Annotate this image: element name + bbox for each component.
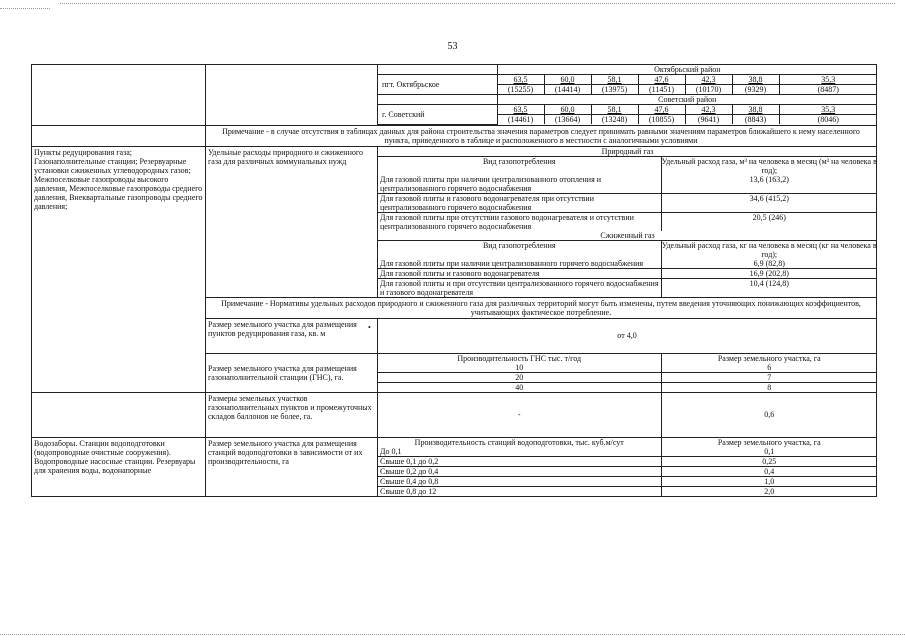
gns-capacity: 40 bbox=[378, 382, 661, 392]
settlement-value: 58,1 bbox=[591, 105, 638, 115]
gas-fill-points-table bbox=[378, 393, 877, 437]
gns-capacity: 20 bbox=[378, 372, 661, 382]
gas-consumption-indicator: Удельные расходы природного и сжиженного газа для различных коммунальных нужд bbox=[206, 146, 378, 297]
water-capacity: Свыше 0,8 до 12 bbox=[378, 486, 661, 496]
region-header-row bbox=[378, 95, 877, 105]
liquefied-gas-row bbox=[378, 268, 877, 278]
region-title: Октябрьский район bbox=[497, 65, 877, 75]
settlement-values-row bbox=[378, 75, 877, 85]
liquefied-gas-row bbox=[378, 259, 877, 269]
settlements-note-empty bbox=[32, 125, 206, 146]
settlement-value-paren: (13248) bbox=[591, 115, 638, 125]
settlement-value-paren: (8046) bbox=[779, 115, 877, 125]
natural-gas-value: 34,6 (415,2) bbox=[661, 193, 877, 212]
gns-col-area: Размер земельного участка, га bbox=[661, 354, 877, 363]
natural-gas-row bbox=[378, 175, 877, 194]
gns-values-cell bbox=[378, 353, 877, 392]
settlements-indicator-cell bbox=[206, 65, 378, 126]
water-row bbox=[378, 476, 877, 486]
region-blank bbox=[378, 95, 497, 105]
settlement-value: 42,3 bbox=[685, 105, 732, 115]
natural-gas-col-rate: Удельный расход газа, м³ на человека в месяц (м³ на человека в год); bbox=[661, 156, 877, 175]
region-header-row bbox=[378, 65, 877, 75]
settlement-value: 35,3 bbox=[779, 105, 877, 115]
natural-gas-title: Природный газ bbox=[378, 147, 877, 157]
water-objects-list: Водозаборы. Станции водоподготовки (водопроводные очистные сооружения). Водопроводные насосные станции. Резервуары для хранения воды, водонапорные bbox=[32, 437, 206, 496]
settlement-value: 47,6 bbox=[638, 105, 685, 115]
scan-edge-top-left bbox=[0, 8, 50, 9]
water-row bbox=[378, 466, 877, 476]
natural-gas-label: Для газовой плиты при наличии централизованного отопления и централизованного горячего водоснабжения bbox=[378, 175, 661, 194]
water-capacity: Свыше 0,1 до 0,2 bbox=[378, 456, 661, 466]
gas-objects-list: Пункты редуцирования газа; Газонаполнительные станции; Резервуарные установки сжиженных углеводородных газов; Межпоселковые газопроводы высокого давления, Межпоселковые газопроводы среднего давления, Внеквартальные газопроводы среднего давления; bbox=[32, 146, 206, 392]
liquefied-gas-title: Сжиженный газ bbox=[378, 231, 877, 241]
natural-gas-row bbox=[378, 193, 877, 212]
water-row bbox=[32, 437, 877, 496]
gas-fill-points-label: Размеры земельных участков газонаполнительных пунктов и промежуточных складов баллонов не более, га. bbox=[206, 392, 378, 437]
gns-col-capacity: Производительность ГНС тыс. т/год bbox=[378, 354, 661, 363]
water-row bbox=[378, 456, 877, 466]
page-number: 53 bbox=[447, 41, 458, 52]
liquefied-gas-row bbox=[378, 278, 877, 297]
water-capacity: До 0,1 bbox=[378, 447, 661, 457]
settlement-value-paren: (15255) bbox=[497, 85, 544, 95]
water-values-cell bbox=[378, 437, 877, 496]
gas-fill-points-row bbox=[32, 392, 877, 437]
natural-gas-value: 13,6 (163,2) bbox=[661, 175, 877, 194]
settlement-value-paren: (9641) bbox=[685, 115, 732, 125]
settlement-value-paren: (14461) bbox=[497, 115, 544, 125]
natural-gas-row bbox=[378, 212, 877, 231]
gns-area: 6 bbox=[661, 363, 877, 373]
gns-area: 7 bbox=[661, 372, 877, 382]
water-row bbox=[378, 447, 877, 457]
water-row bbox=[378, 486, 877, 496]
gas-fill-points-left: - bbox=[378, 393, 661, 437]
settlement-name: г. Советский bbox=[378, 105, 497, 125]
natural-gas-col-type: Вид газопотребления bbox=[378, 156, 661, 175]
settlement-name: пгт. Октябрьское bbox=[378, 75, 497, 95]
scan-speck: • bbox=[368, 323, 371, 332]
gas-consumption-values-cell bbox=[378, 146, 877, 297]
regulation-table bbox=[31, 64, 877, 497]
settlement-value-paren: (10170) bbox=[685, 85, 732, 95]
water-area: 0,1 bbox=[661, 447, 877, 457]
scan-edge-bottom bbox=[0, 634, 905, 635]
settlement-value: 63,5 bbox=[497, 75, 544, 85]
settlement-value: 58,1 bbox=[591, 75, 638, 85]
water-table bbox=[378, 438, 877, 496]
settlement-values-row bbox=[378, 105, 877, 115]
gas-note: Примечание - Нормативы удельных расходов природного и сжиженного газа для различных территорий могут быть изменены, путем введения уточняющих понижающих коэффициентов, учитывающих фактическое потребление. bbox=[206, 297, 877, 318]
gns-row bbox=[378, 363, 877, 373]
settlements-values-cell bbox=[378, 65, 877, 126]
water-capacity: Свыше 0,4 до 0,8 bbox=[378, 476, 661, 486]
liquefied-gas-label: Для газовой плиты при наличии централизованного горячего водоснабжения bbox=[378, 259, 661, 269]
settlements-object-cell bbox=[32, 65, 206, 126]
gns-area: 8 bbox=[661, 382, 877, 392]
natural-gas-label: Для газовой плиты и газового водонагревателя при отсутствии централизованного горячего водоснабжения bbox=[378, 193, 661, 212]
reduction-points-label: Размер земельного участка для размещения пунктов редуцирования газа, кв. м bbox=[206, 318, 378, 353]
natural-gas-label: Для газовой плиты при отсутствии газового водонагревателя и отсутствии централизованного горячего водоснабжения bbox=[378, 212, 661, 231]
liquefied-gas-label: Для газовой плиты и при отсутствии централизованного горячего водоснабжения и газового водонагревателя bbox=[378, 278, 661, 297]
reduction-points-value: от 4,0 bbox=[378, 318, 877, 353]
settlements-row bbox=[32, 65, 877, 126]
gns-table bbox=[378, 354, 877, 392]
water-area: 2,0 bbox=[661, 486, 877, 496]
settlement-value-paren: (14414) bbox=[544, 85, 591, 95]
settlements-note: Примечание - в случае отсутствия в таблицах данных для района строительства значения параметров следует принимать равными значениям параметров ближайшего к нему населенного пункта, приведенного в таблице и расположенного в местности с аналогичными условиями bbox=[206, 125, 877, 146]
liquefied-gas-value: 16,9 (202,8) bbox=[661, 268, 877, 278]
water-col-capacity: Производительность станций водоподготовки, тыс. куб.м/сут bbox=[378, 438, 661, 447]
settlement-value: 42,3 bbox=[685, 75, 732, 85]
liquefied-gas-value: 10,4 (124,8) bbox=[661, 278, 877, 297]
gas-consumption-row bbox=[32, 146, 877, 297]
liquefied-gas-col-type: Вид газопотребления bbox=[378, 240, 661, 259]
water-capacity: Свыше 0,2 до 0,4 bbox=[378, 466, 661, 476]
gas-fill-points-right: 0,6 bbox=[661, 393, 877, 437]
settlement-value: 38,8 bbox=[732, 75, 779, 85]
gas-fill-points-values-cell bbox=[378, 392, 877, 437]
gns-row bbox=[378, 382, 877, 392]
settlement-value: 35,3 bbox=[779, 75, 877, 85]
gas-objects-continued bbox=[32, 392, 206, 437]
water-area: 0,25 bbox=[661, 456, 877, 466]
settlement-value: 38,8 bbox=[732, 105, 779, 115]
water-col-area: Размер земельного участка, га bbox=[661, 438, 877, 447]
liquefied-gas-col-rate: Удельный расход газа, кг на человека в месяц (кг на человека в год); bbox=[661, 240, 877, 259]
settlement-value-paren: (9329) bbox=[732, 85, 779, 95]
scan-edge-top bbox=[60, 3, 895, 4]
settlement-value: 63,5 bbox=[497, 105, 544, 115]
water-area: 0,4 bbox=[661, 466, 877, 476]
settlement-value: 60,0 bbox=[544, 75, 591, 85]
settlement-value-paren: (13664) bbox=[544, 115, 591, 125]
settlement-value-paren: (8843) bbox=[732, 115, 779, 125]
liquefied-gas-value: 6,9 (82,8) bbox=[661, 259, 877, 269]
region-title: Советский район bbox=[497, 95, 877, 105]
settlements-table bbox=[378, 65, 877, 125]
gns-label: Размер земельного участка для размещения газонаполнительной станции (ГНС), га. bbox=[206, 353, 378, 392]
liquefied-gas-label: Для газовой плиты и газового водонагревателя bbox=[378, 268, 661, 278]
settlement-value: 47,6 bbox=[638, 75, 685, 85]
water-indicator: Размер земельного участка для размещения станций водоподготовки в зависимости от их производительности, га bbox=[206, 437, 378, 496]
natural-gas-value: 20,5 (246) bbox=[661, 212, 877, 231]
settlement-value-paren: (11451) bbox=[638, 85, 685, 95]
settlement-value-paren: (10855) bbox=[638, 115, 685, 125]
settlement-value-paren: (8487) bbox=[779, 85, 877, 95]
settlements-note-row bbox=[32, 125, 877, 146]
settlement-value: 60,0 bbox=[544, 105, 591, 115]
gns-capacity: 10 bbox=[378, 363, 661, 373]
region-blank bbox=[378, 65, 497, 75]
gas-consumption-table bbox=[378, 147, 877, 297]
settlement-value-paren: (13975) bbox=[591, 85, 638, 95]
gns-row bbox=[378, 372, 877, 382]
water-area: 1,0 bbox=[661, 476, 877, 486]
